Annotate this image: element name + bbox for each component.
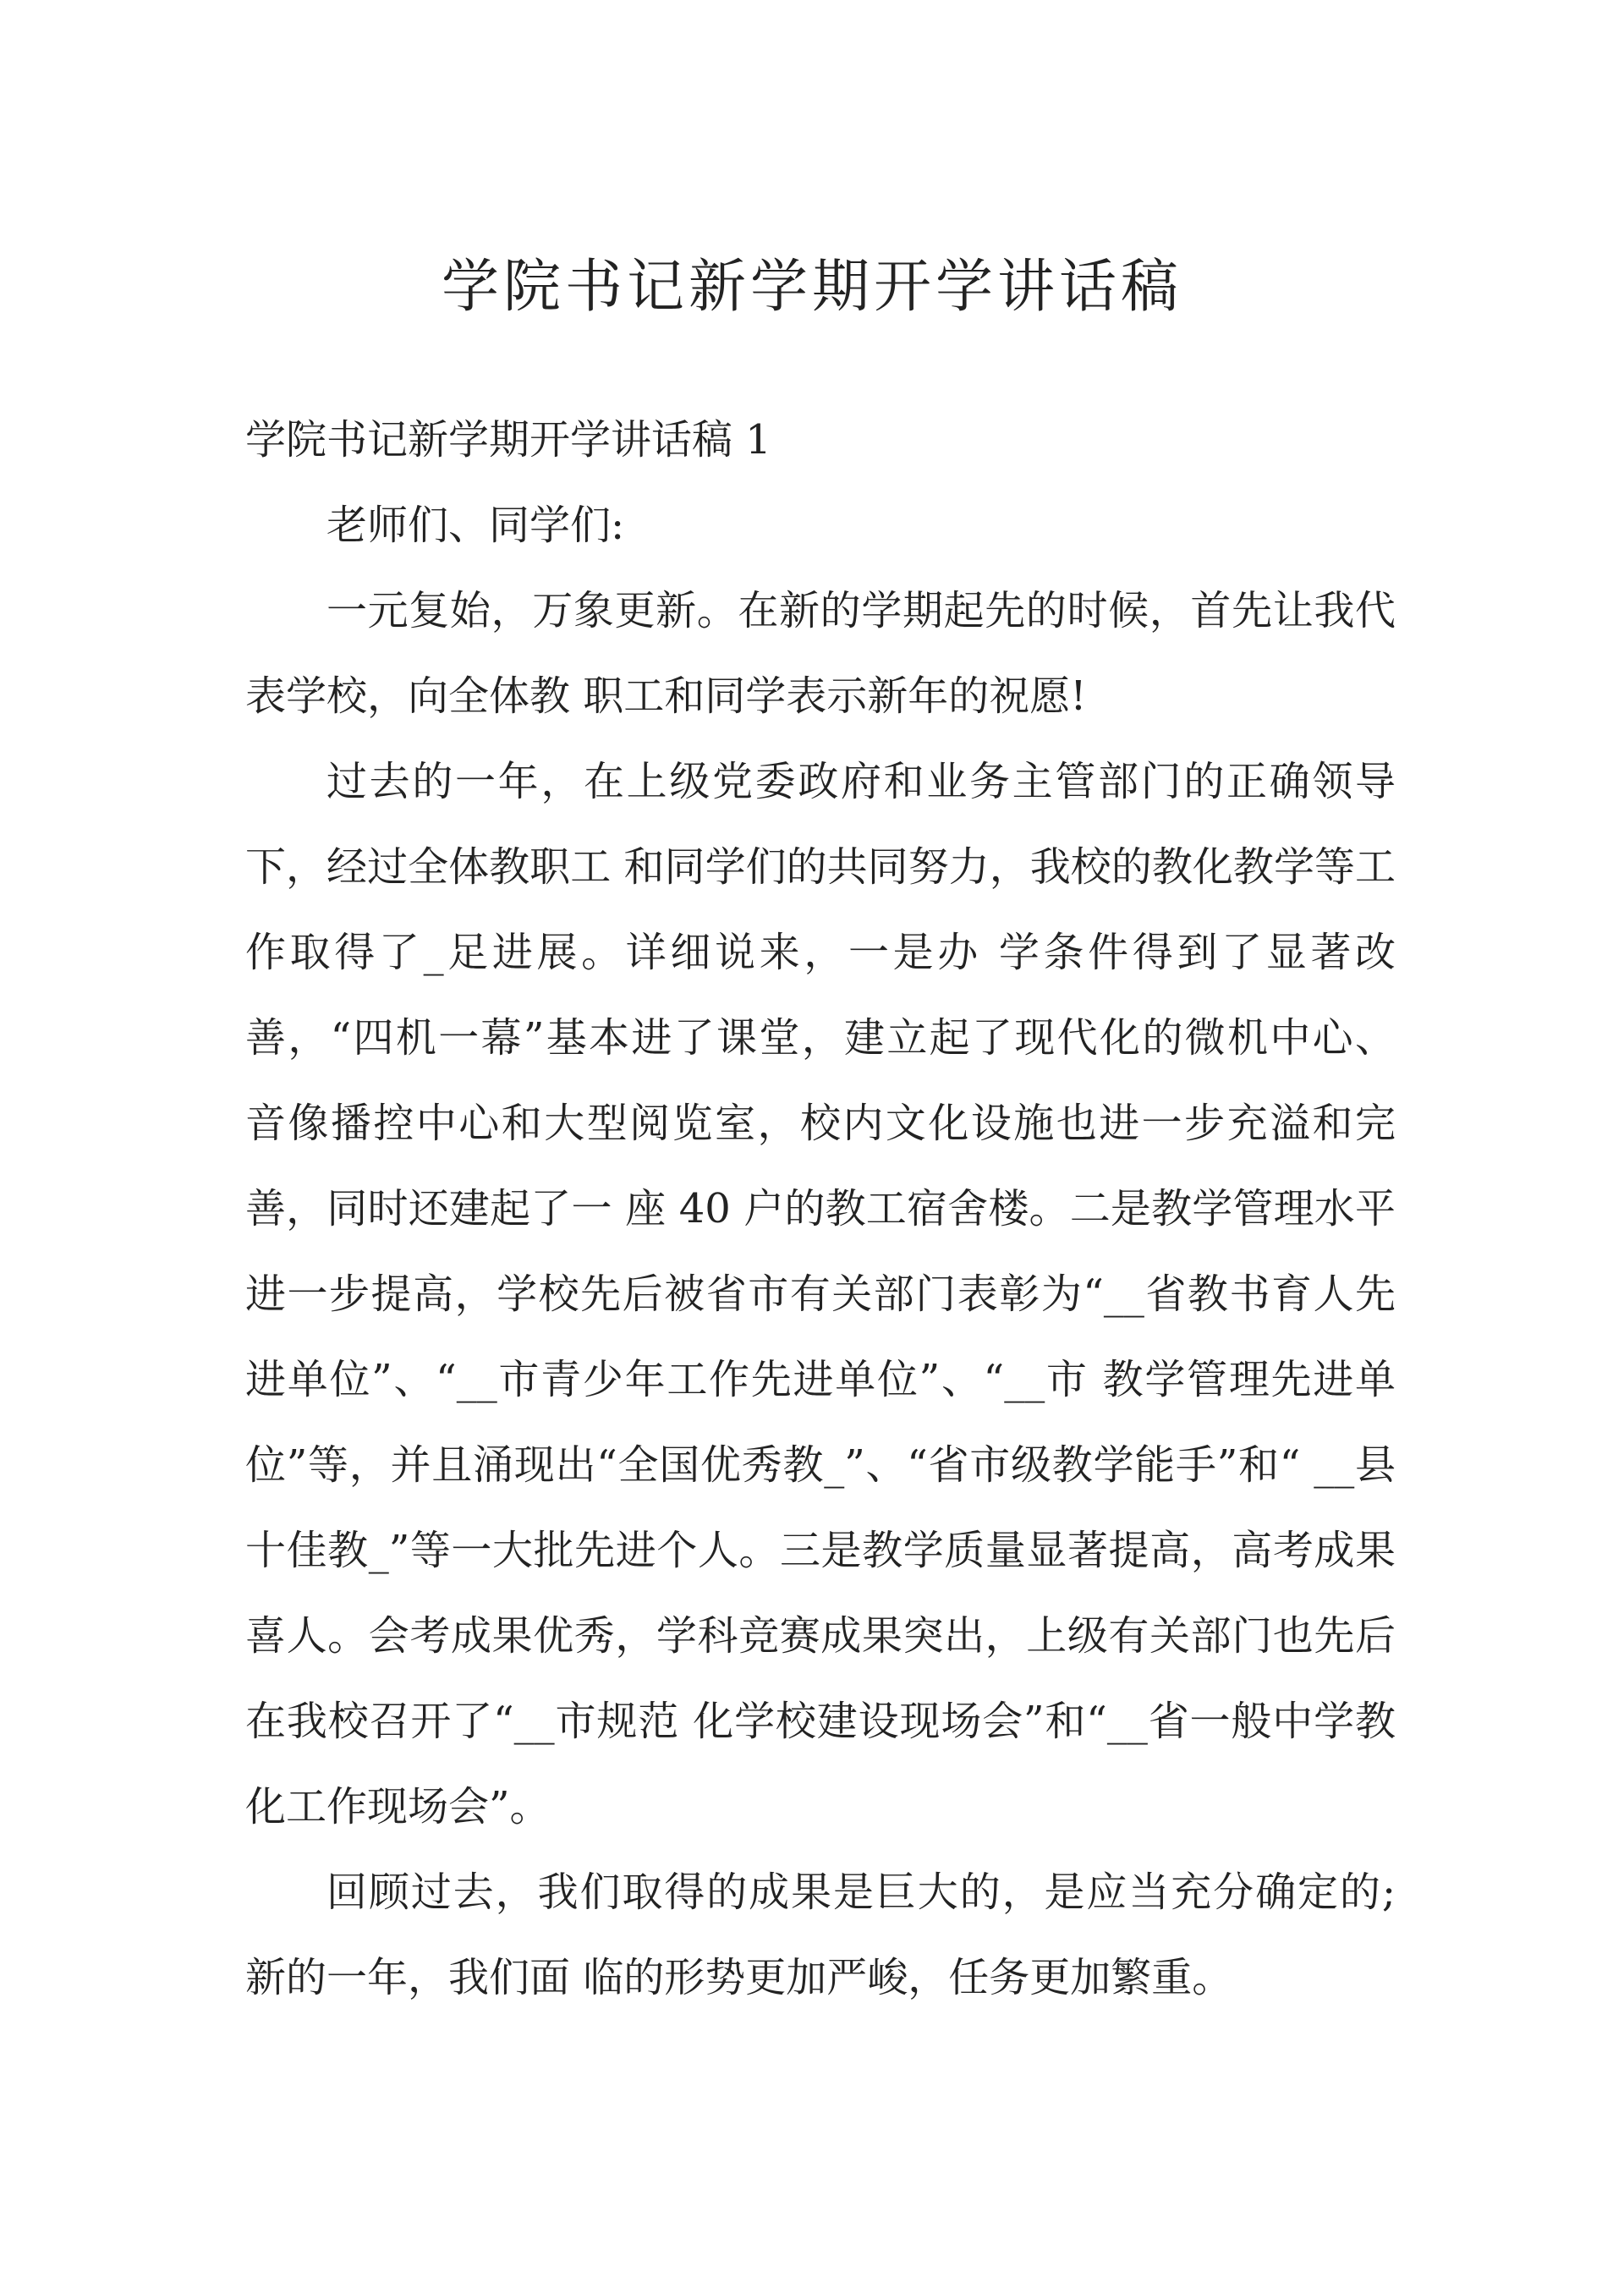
document-subtitle: 学院书记新学期开学讲话稿 1 [245, 416, 771, 464]
paragraph-review: 回顾过去，我们取得的成果是巨大的，是应当充分确定的;新的一年，我们面 临的形势更加严峻，任务更加繁重。 [245, 1869, 1396, 2001]
paragraph-achievements: 过去的一年，在上级党委政府和业务主管部门的正确领导下，经过全体教职工 和同学们的共同努力，我校的教化教学等工作取得了_足进展。详细说来，一是办 学条件得到了显著改善，“四机一幕”基本进了课堂，建立起了现代化的微机中心、 音像播控中心和大型阅览室，校内文化设施也进一步充溢和完善，同时还建起了一 座 40 户的教工宿舍楼。二是教学管理水平进一步提高，学校先后被省市有关部门表彰为“__省教书育人先进单位”、“__市青少年工作先进单位”、“__市 教学管理先进单位”等，并且涌现出“全国优秀教_”、“省市级教学能手”和“ __县十佳教_”等一大批先进个人。三是教学质量显著提高，高考成果喜人。会考成果优秀，学科竞赛成果突出，上级有关部门也先后在我校召开了“__市规范 化学校建设现场会”和“__省一般中学教化工作现场会”。 [245, 758, 1396, 1830]
paragraph-opening: 一元复始，万象更新。在新的学期起先的时候，首先让我代表学校，向全体教 职工和同学表示新年的祝愿! [245, 587, 1396, 720]
salutation: 老师们、同学们: [326, 502, 625, 549]
document-body [245, 398, 1396, 2021]
document-title: 学院书记新学期开学讲话稿 [441, 254, 1182, 321]
